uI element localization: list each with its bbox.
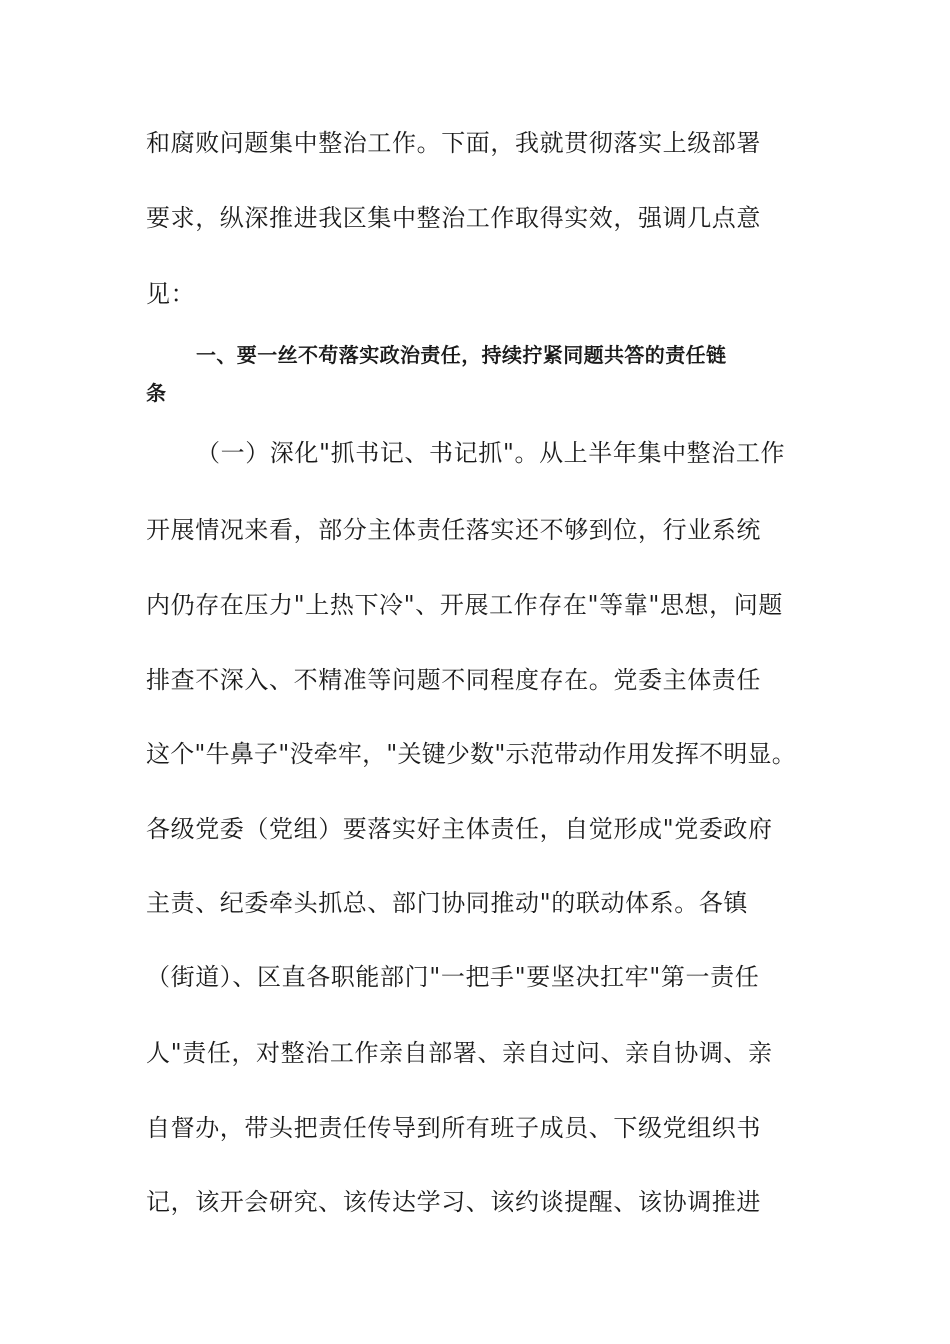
body-line-4: 排查不深入、不精准等问题不同程度存在。党委主体责任 [146,666,761,694]
body-line-8: （街道）、区直各职能部门"一把手"要坚决扛牢"第一责任 [146,963,760,991]
intro-line-1: 和腐败问题集中整治工作。下面，我就贯彻落实上级部署 [146,129,761,157]
body-line-5: 这个"牛鼻子"没牵牢，"关键少数"示范带动作用发挥不明显。 [146,740,796,768]
body-line-6: 各级党委（党组）要落实好主体责任，自觉形成"党委政府 [146,815,773,843]
body-line-2: 开展情况来看，部分主体责任落实还不够到位，行业系统 [146,516,761,544]
body-line-7: 主责、纪委牵头抓总、部门协同推动"的联动体系。各镇 [146,889,749,917]
body-line-1: （一）深化"抓书记、书记抓"。从上半年集中整治工作 [196,439,786,467]
intro-line-2: 要求，纵深推进我区集中整治工作取得实效，强调几点意 [146,204,761,232]
intro-line-3: 见： [146,280,196,308]
body-line-3: 内仍存在压力"上热下冷"、开展工作存在"等靠"思想，问题 [146,591,783,619]
body-line-11: 记，该开会研究、该传达学习、该约谈提醒、该协调推进 [146,1188,761,1216]
body-line-9: 人"责任，对整治工作亲自部署、亲自过问、亲自协调、亲 [146,1039,773,1067]
body-line-10: 自督办，带头把责任传导到所有班子成员、下级党组织书 [146,1114,761,1142]
section-heading-line-2: 条 [146,381,167,405]
section-heading-line-1: 一、要一丝不苟落实政治责任，持续拧紧同题共答的责任链 [196,343,727,367]
